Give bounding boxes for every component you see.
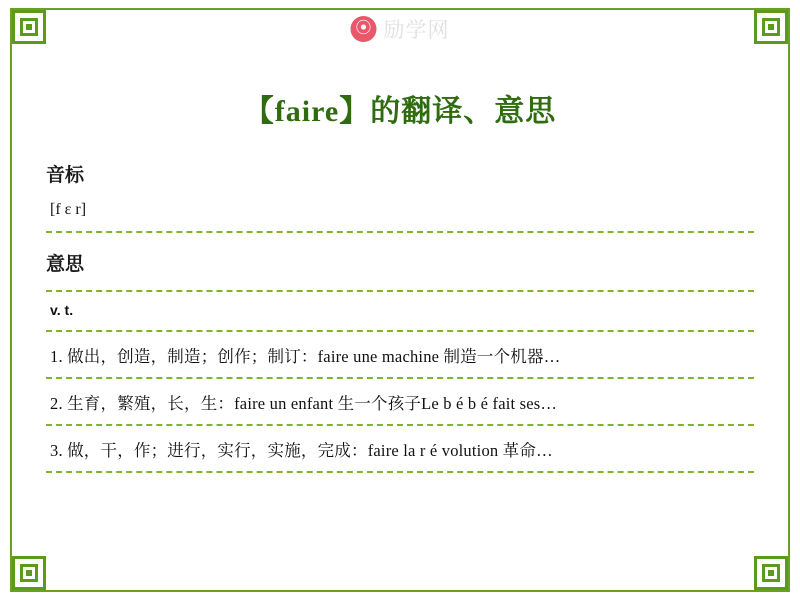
site-logo-text: 励学网 xyxy=(383,19,450,42)
title-bracket-open: 【 xyxy=(243,94,275,129)
title-word: faire xyxy=(274,95,340,128)
site-logo[interactable] xyxy=(351,14,450,44)
page-title xyxy=(0,86,800,130)
corner-ornament-bottom-left xyxy=(12,556,46,590)
title-suffix: 的翻译、意思 xyxy=(370,95,557,128)
entry-content xyxy=(46,160,754,473)
title-bracket-close: 】 xyxy=(339,94,371,129)
sense-item: 1. 做出，创造，制造；创作；制订：faire une machine 制造一个机器… xyxy=(50,347,561,366)
sense-item: 2. 生育，繁殖，长，生：faire un enfant 生一个孩子Le b é b é fait ses… xyxy=(50,394,558,413)
divider-6 xyxy=(46,471,754,473)
part-of-speech: v. t. xyxy=(50,302,74,318)
flame-logo-icon: ⦿ xyxy=(351,16,377,42)
corner-ornament-top-left xyxy=(12,10,46,44)
phonetic-value: [f ɛ r] xyxy=(50,201,87,218)
corner-ornament-bottom-right xyxy=(754,556,788,590)
corner-ornament-top-right xyxy=(754,10,788,44)
phonetic-heading: 音标 xyxy=(46,165,85,186)
sense-item: 3. 做，干，作；进行，实行，实施，完成：faire la r é volution 革命… xyxy=(50,441,553,460)
meaning-heading: 意思 xyxy=(46,254,85,275)
